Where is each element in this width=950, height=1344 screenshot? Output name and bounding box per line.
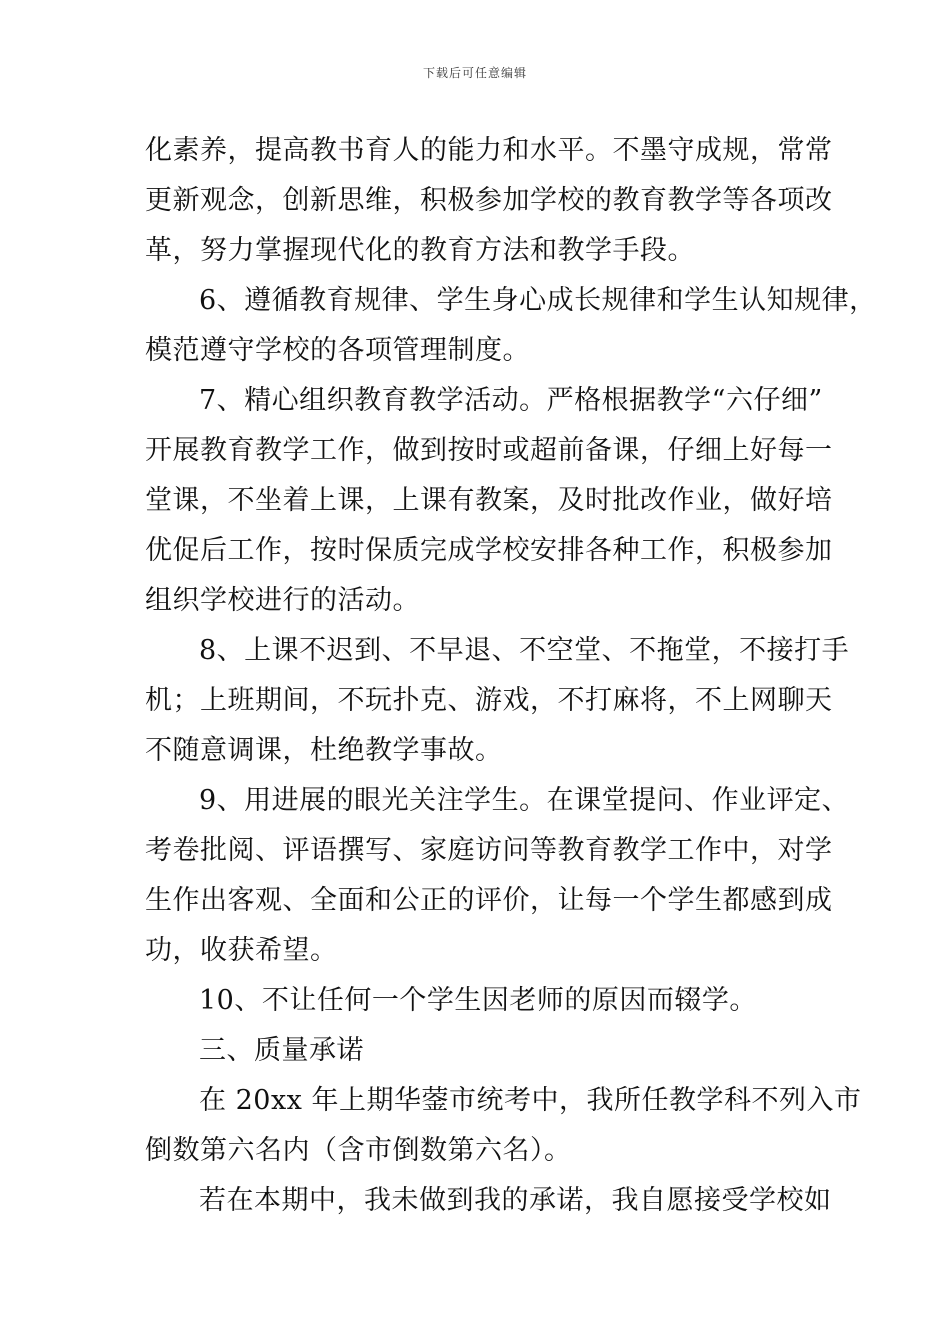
paragraph-line: 生作出客观、全面和公正的评价，让每一个学生都感到成: [145, 885, 833, 916]
paragraph-line: 化素养，提高教书育人的能力和水平。不墨守成规，常常: [145, 135, 833, 166]
paragraph-first-line: 8、上课不迟到、不早退、不空堂、不拖堂，不接打手: [199, 635, 850, 666]
paragraph-first-line: 在 20xx 年上期华蓥市统考中，我所任教学科不列入市: [199, 1085, 862, 1116]
paragraph-first-line: 三、质量承诺: [199, 1035, 364, 1066]
paragraph-first-line: 7、精心组织教育教学活动。严格根据教学“六仔细”: [199, 385, 823, 416]
paragraph-line: 机；上班期间，不玩扑克、游戏，不打麻将，不上网聊天: [145, 685, 833, 716]
paragraph-line: 倒数第六名内（含市倒数第六名）。: [145, 1135, 572, 1166]
paragraph-line: 堂课，不坐着上课，上课有教案，及时批改作业，做好培: [145, 485, 833, 516]
paragraph-line: 功，收获希望。: [145, 935, 338, 966]
paragraph-first-line: 10、不让任何一个学生因老师的原因而辍学。: [199, 985, 757, 1016]
document-body: [145, 126, 877, 1226]
paragraph-line: 考卷批阅、评语撰写、家庭访问等教育教学工作中，对学: [145, 835, 833, 866]
paragraph-first-line: 6、遵循教育规律、学生身心成长规律和学生认知规律，: [199, 285, 877, 316]
paragraph-line: 更新观念，创新思维，积极参加学校的教育教学等各项改: [145, 185, 833, 216]
paragraph-first-line: 若在本期中，我未做到我的承诺，我自愿接受学校如: [199, 1185, 832, 1216]
page-header: 下载后可任意编辑: [422, 66, 527, 80]
paragraph-line: 不随意调课，杜绝教学事故。: [145, 735, 503, 766]
paragraph-line: 模范遵守学校的各项管理制度。: [145, 335, 530, 366]
paragraph-line: 革，努力掌握现代化的教育方法和教学手段。: [145, 235, 695, 266]
paragraph-line: 组织学校进行的活动。: [145, 585, 420, 616]
paragraph-first-line: 9、用进展的眼光关注学生。在课堂提问、作业评定、: [199, 785, 850, 816]
paragraph-line: 开展教育教学工作，做到按时或超前备课，仔细上好每一: [145, 435, 833, 466]
paragraph-line: 优促后工作，按时保质完成学校安排各种工作，积极参加: [145, 535, 833, 566]
